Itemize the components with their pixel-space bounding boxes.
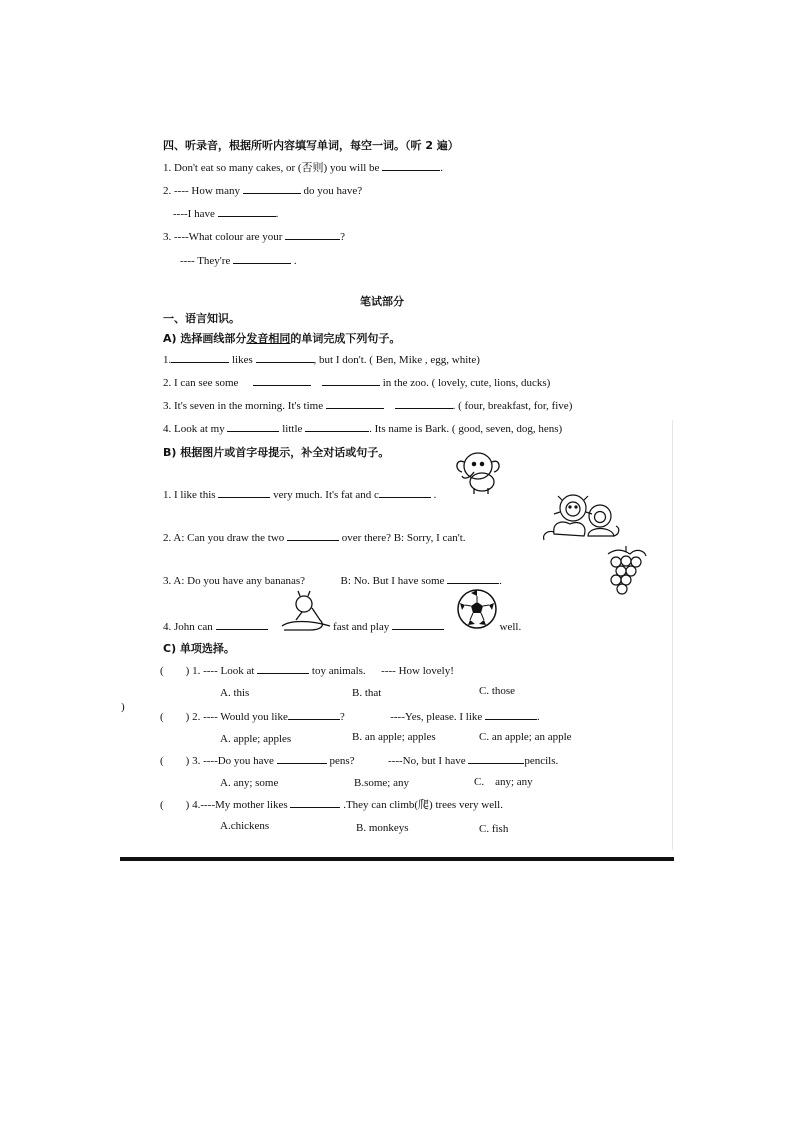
mc-q1-opt-a[interactable]: A. this (220, 687, 250, 699)
mc-q2-opt-a[interactable]: A. apple; apples (220, 733, 292, 745)
partA-heading (163, 330, 400, 346)
partA-q4-mid: little (282, 423, 303, 435)
listening-heading: 四、听录音，根据所听内容填写单词，每空一词。（听 2 遍） (163, 139, 459, 152)
mc-q1-mid: toy animals. (311, 665, 366, 677)
answer-blank[interactable] (277, 753, 327, 764)
mc-q2-text: 2. ---- Would you like (192, 711, 288, 723)
mc-q3-reply: ----No, but I have (388, 755, 466, 767)
answer-blank[interactable] (218, 206, 276, 217)
listening-q3-reply-end: . (293, 255, 297, 267)
skating-icon (280, 590, 338, 634)
mc-q3-text: 3. ----Do you have (192, 755, 274, 767)
answer-blank[interactable] (382, 160, 440, 171)
answer-blank[interactable] (395, 398, 453, 409)
answer-paren[interactable]: ( ) (160, 799, 190, 811)
answer-blank[interactable] (468, 753, 524, 764)
mc-q2-opt-b[interactable]: B. an apple; apples (352, 731, 436, 743)
listening-q2-reply-end: . (275, 208, 279, 220)
partA-heading-underlined: 发音相同 (246, 332, 291, 345)
mc-q1-text: 1. ---- Look at (192, 665, 255, 677)
partB-q1-end: . (433, 489, 437, 501)
mc-q3-end: pencils. (524, 755, 559, 767)
partC-heading: C) 单项选择。 (163, 642, 235, 655)
mc-q2-opt-c[interactable]: C. an apple; an apple (479, 731, 572, 743)
partA-q2-text: 2. I can see some (163, 377, 239, 389)
answer-blank[interactable] (257, 663, 309, 674)
answer-paren[interactable]: ( ) (160, 755, 190, 767)
listening-q2-reply (173, 206, 278, 221)
page-divider (120, 857, 674, 861)
mc-q2 (160, 709, 540, 724)
answer-blank[interactable] (326, 398, 384, 409)
mc-q3-opt-b[interactable]: B.some; any (354, 777, 409, 789)
answer-blank[interactable] (392, 619, 444, 630)
partB-q3-text: 3. A: Do you have any bananas? (163, 575, 306, 587)
answer-blank[interactable] (285, 229, 340, 240)
mc-q4-opt-a[interactable]: A.chickens (220, 820, 270, 832)
listening-q1 (163, 160, 443, 175)
partA-q1-num: 1. (163, 354, 172, 366)
partA-heading-end: 的单词完成下列句子。 (290, 332, 401, 345)
answer-blank[interactable] (171, 352, 229, 363)
answer-blank[interactable] (233, 253, 291, 264)
mc-q1 (160, 663, 454, 678)
mc-q2-end: . (537, 711, 540, 723)
listening-q2 (163, 183, 362, 198)
listening-q2-text: 2. ---- How many (163, 185, 240, 197)
answer-blank[interactable] (243, 183, 301, 194)
mc-q4 (160, 797, 503, 812)
answer-blank[interactable] (288, 709, 340, 720)
lions-icon (540, 490, 622, 548)
answer-blank[interactable] (379, 487, 431, 498)
answer-paren[interactable]: ( ) (160, 665, 190, 677)
answer-blank[interactable] (227, 421, 279, 432)
answer-blank[interactable] (305, 421, 369, 432)
section1-heading: 一、语言知识。 (163, 312, 240, 325)
answer-blank[interactable] (253, 375, 311, 386)
partA-q3-end: . ( four, breakfast, for, five) (452, 400, 573, 412)
written-title: 笔试部分 (360, 295, 404, 308)
partB-q3-end: . (499, 575, 502, 587)
partA-q4-text: 4. Look at my (163, 423, 225, 435)
partB-q2-end: over there? B: Sorry, I can't. (341, 532, 466, 544)
mc-q4-opt-c[interactable]: C. fish (479, 823, 509, 835)
partB-heading: B) 根据图片或首字母提示，补全对话或句子。 (163, 446, 390, 459)
listening-q3-end: ? (340, 231, 346, 243)
mc-q1-opt-b[interactable]: B. that (352, 687, 382, 699)
partB-q2-text: 2. A: Can you draw the two (163, 532, 285, 544)
mc-q2-reply: ----Yes, please. I like (390, 711, 483, 723)
mc-q3-opt-a[interactable]: A. any; some (220, 777, 279, 789)
elephant-icon (452, 444, 504, 496)
partA-q1-mid: likes (232, 354, 253, 366)
partB-q3-mid: B: No. But I have some (340, 575, 445, 587)
listening-q3-reply-text: ---- They're (180, 255, 231, 267)
answer-blank[interactable] (216, 619, 268, 630)
answer-paren[interactable]: ( ) (160, 711, 190, 723)
scan-edge (672, 420, 673, 850)
partA-q2-end: in the zoo. ( lovely, cute, lions, ducks) (382, 377, 551, 389)
answer-blank[interactable] (256, 352, 314, 363)
mc-q3 (160, 753, 558, 768)
answer-blank[interactable] (290, 797, 340, 808)
mc-q4-text: 4.----My mother likes (192, 799, 288, 811)
mc-q4-end: .They can climb(爬) trees very well. (343, 799, 503, 811)
listening-q1-text: 1. Don't eat so many cakes, or (否则) you will be (163, 162, 380, 174)
partA-q1 (163, 352, 480, 367)
listening-q1-end: . (440, 162, 443, 174)
listening-q3 (163, 229, 345, 244)
mc-q4-opt-b[interactable]: B. monkeys (356, 822, 409, 834)
partB-q1-text: 1. I like this (163, 489, 216, 501)
partB-q4-end: well. (499, 621, 522, 633)
partA-q4 (163, 421, 562, 436)
mc-q3-mid: pens? (329, 755, 355, 767)
partA-q2 (163, 375, 550, 390)
listening-q2-reply-text: ----I have (173, 208, 215, 220)
football-icon (456, 588, 498, 630)
answer-blank[interactable] (287, 530, 339, 541)
partB-q1 (163, 487, 436, 502)
mc-q2-mid: ? (339, 711, 345, 723)
partB-q4-mid: fast and play (333, 621, 390, 633)
listening-q3-text: 3. ----What colour are your (163, 231, 283, 243)
listening-q3-reply (180, 253, 297, 268)
partA-q3 (163, 398, 572, 413)
partB-q4-text: 4. John can (163, 621, 213, 633)
answer-blank[interactable] (322, 375, 380, 386)
partB-q1-mid: very much. It's fat and c (273, 489, 379, 501)
answer-blank[interactable] (485, 709, 537, 720)
mc-q3-opt-c[interactable]: C. any; any (474, 776, 533, 788)
partB-q2 (163, 530, 466, 545)
mc-q1-opt-c[interactable]: C. those (479, 685, 516, 697)
partA-q3-text: 3. It's seven in the morning. It's time (163, 400, 324, 412)
listening-q2-end: do you have? (303, 185, 363, 197)
partB-q3 (163, 573, 502, 588)
mc-q1-reply: ---- How lovely! (381, 665, 454, 677)
answer-blank[interactable] (218, 487, 270, 498)
partA-heading-start: A) 选择画线部分 (163, 332, 247, 345)
grapes-icon (602, 544, 648, 596)
stray-paren: ) (121, 701, 125, 713)
answer-blank[interactable] (447, 573, 499, 584)
partA-q1-end: , but I don't. ( Ben, Mike , egg, white) (313, 354, 480, 366)
partA-q4-end: . Its name is Bark. ( good, seven, dog, hens) (369, 423, 563, 435)
